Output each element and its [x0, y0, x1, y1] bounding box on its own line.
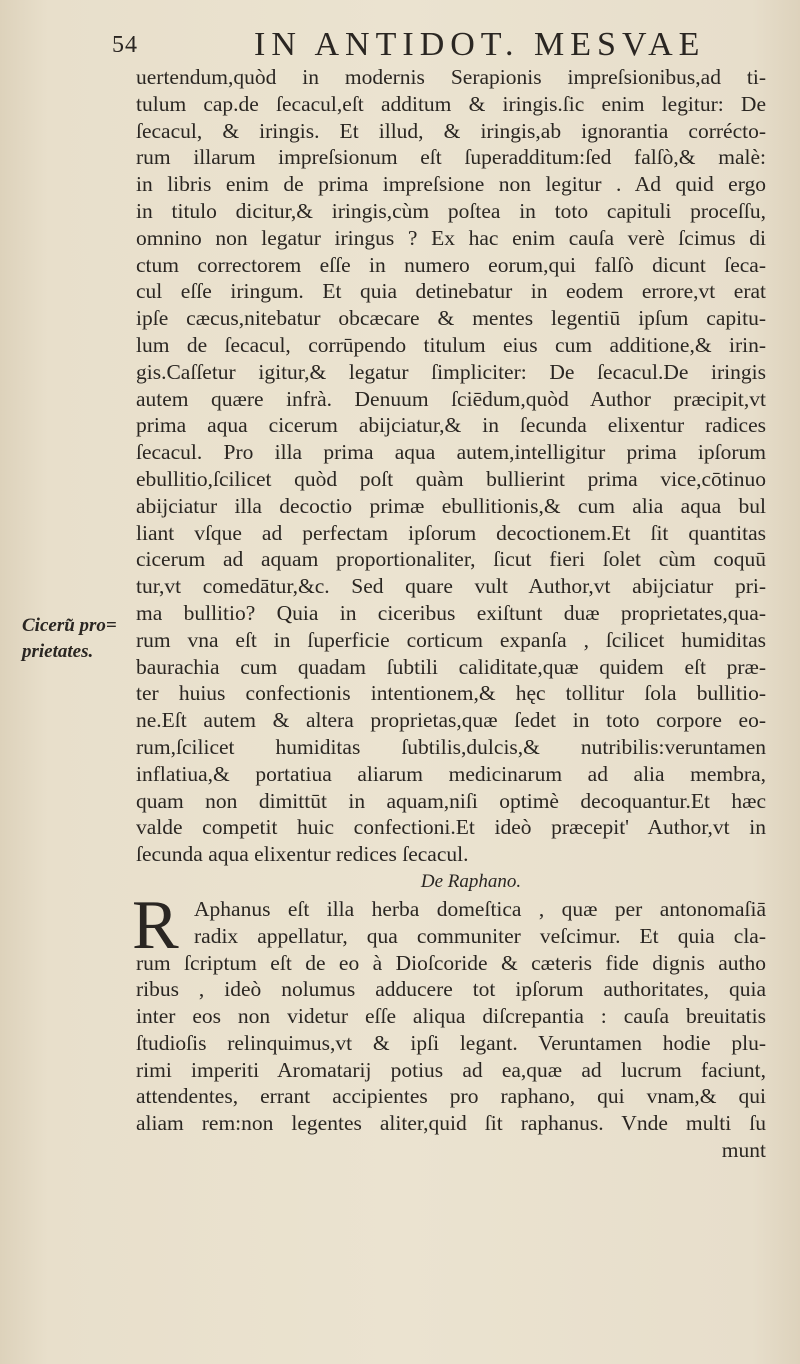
text-line: tulum cap.de ſecacul,eſt additum & iringis.ſic enim legitur: De — [136, 91, 766, 116]
text-line: ſecunda aqua elixentur redices ſecacul. — [136, 842, 469, 867]
text-line: baurachia cum quadam ſubtili caliditate,quæ quidem eſt præ- — [136, 654, 766, 679]
text-line: valde competit huic confectioni.Et ideò præcepit' Author,vt in — [136, 815, 766, 840]
text-line: cul eſſe iringum. Et quia detinebatur in eodem errore,vt erat — [136, 279, 766, 304]
text-line: ctum correctorem eſſe in numero eorum,qui falſò dicunt ſeca- — [136, 252, 766, 277]
text-line: ma bullitio? Quia in ciceribus exiſtunt duæ proprietates,qua- — [136, 600, 766, 625]
text-line: omnino non legatur iringus ? Ex hac enim cauſa verè ſcimus di — [136, 225, 766, 250]
text-line: ribus , ideò nolumus adducere tot ipſorum authoritates, quia — [136, 977, 766, 1002]
text-line: ebullitio,ſcilicet quòd poſt quàm bullierint prima vice,cōtinuo — [136, 466, 766, 491]
text-line: Aphanus eſt illa herba domeſtica , quæ per antonomaſiā — [194, 896, 766, 921]
text-line: inflatiua,& portatiua aliarum medicinarum ad alia membra, — [136, 761, 766, 786]
text-line: rum vna eſt in ſuperficie corticum expanſa , ſcilicet humiditas — [136, 627, 766, 652]
text-line: attendentes, errant accipientes pro raphano, qui vnam,& qui — [136, 1084, 766, 1109]
margin-note-line-2: prietates. — [22, 641, 94, 662]
text-line: in libris enim de prima impreſsione non legitur . Ad quid ergo — [136, 172, 766, 197]
text-line: ipſe cæcus,nitebatur obcæcare & mentes legentiū ipſum capitu- — [136, 306, 766, 331]
text-line: tur,vt comedātur,&c. Sed quare vult Author,vt abijciatur pri- — [136, 574, 766, 599]
text-line: rum illarum impreſsionum eſt ſuperadditum:ſed falſò,& malè: — [136, 145, 766, 170]
margin-note — [22, 613, 132, 665]
text-line: uertendum,quòd in modernis Serapionis impreſsionibus,ad ti- — [136, 65, 766, 89]
text-line: lum de ſecacul, corrūpendo titulum eius cum additione,& irin- — [136, 332, 766, 357]
text-line: in titulo dicitur,& iringis,cùm poſtea in toto capituli proceſſu, — [136, 198, 766, 223]
drop-cap: R — [132, 886, 179, 964]
text-line: rimi imperiti Aromatarij potius ad ea,quæ ad lucrum faciunt, — [136, 1057, 766, 1082]
margin-note-line-1: Ciceru͂ pro= — [22, 615, 117, 636]
text-line: ſecacul. Pro illa prima aqua autem,intelligitur prima ipſorum — [136, 440, 766, 465]
paragraph-secacul — [136, 64, 766, 868]
text-line: prima aqua cicerum abijciatur,& in ſecunda elixentur radices — [136, 413, 766, 438]
text-line: inter eos non videtur eſſe aliqua diſcrepantia : cauſa breuitatis — [136, 1004, 766, 1029]
page-header — [112, 20, 706, 64]
text-line: ſtudioſis relinquimus,vt & ipſi legant. Veruntamen hodie plu- — [136, 1030, 766, 1055]
section-heading: De Raphano. — [420, 870, 522, 892]
catchword: munt — [721, 1138, 766, 1163]
text-line: aliam rem:non legentes aliter,quid ſit raphanus. Vnde multi ſu — [136, 1111, 766, 1136]
text-line: abijciatur illa decoctio primæ ebullitionis,& cum alia aqua bul — [136, 493, 766, 518]
text-line: autem quære infrà. Denuum ſciēdum,quòd Author præcipit,vt — [136, 386, 766, 411]
text-line: quam non dimittūt in aquam,niſi optimè decoquantur.Et hæc — [136, 788, 766, 813]
paragraph-raphanus — [132, 886, 766, 1164]
text-line: gis.Caſſetur igitur,& legatur ſimpliciter: De ſecacul.De iringis — [136, 359, 766, 384]
text-line: rum ſcriptum eſt de eo à Dioſcoride & cæteris fide dignis autho — [136, 950, 766, 975]
text-line: ſecacul, & iringis. Et illud, & iringis,ab ignorantia corrécto- — [136, 118, 766, 143]
text-line: radix appellatur, qua communiter veſcimur. Et quia cla- — [194, 923, 766, 948]
text-line: liant vſque ad perfectam ipſorum decoctionem.Et ſit quantitas — [136, 520, 766, 545]
text-line: rum,ſcilicet humiditas ſubtilis,dulcis,& nutribilis:veruntamen — [136, 734, 766, 759]
page-number: 54 — [112, 32, 138, 58]
running-head: IN ANTIDOT. MESVAE — [254, 26, 706, 63]
text-line: cicerum ad aquam proportionaliter, ſicut fieri ſolet cùm coquū — [136, 547, 766, 572]
text-line: ter huius confectionis intentionem,& hęc tollitur ſola bullitio- — [136, 681, 766, 706]
text-line: ne.Eſt autem & altera proprietas,quæ ſedet in toto corpore eo- — [136, 708, 766, 733]
body-text — [132, 64, 766, 1164]
